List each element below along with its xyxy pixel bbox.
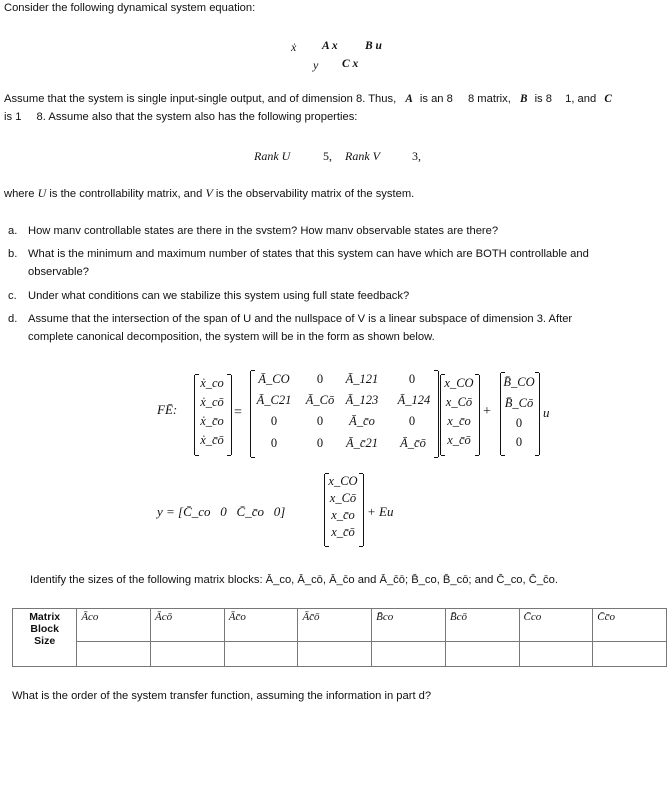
- a-cell-0-0: Ā_CO: [258, 372, 290, 386]
- plus-sign: +: [483, 404, 491, 419]
- size-cell[interactable]: [372, 642, 446, 667]
- question-a-text: How manv controllable states are there in the svstem? How manv observable states are there?: [28, 225, 499, 237]
- a-cell-1-3: Ā_124: [397, 393, 431, 407]
- question-a-label: a.: [8, 225, 18, 237]
- question-d-text-2: complete canonical decomposition, the system will be in the form as shown below.: [28, 331, 435, 343]
- rank-u-value: 5,: [323, 149, 332, 163]
- question-b-label: b.: [8, 248, 18, 260]
- block-size-table: [12, 608, 667, 667]
- a-cell-1-2: Ā_123: [345, 393, 379, 407]
- state-deriv-0: ẋ_co: [200, 376, 224, 390]
- size-cell[interactable]: [77, 642, 151, 667]
- out-state-2: x_c̄o: [331, 508, 355, 522]
- state-0: x_CO: [444, 376, 474, 390]
- a-cell-2-3: 0: [408, 414, 416, 428]
- b-2: 0: [515, 416, 523, 430]
- size-cell[interactable]: [298, 642, 372, 667]
- a-cell-3-2: Ā_c̄21: [346, 436, 378, 450]
- state-2: x_c̄o: [447, 414, 471, 428]
- question-b-text: What is the minimum and maximum number of states that this system can have which are BOTH controllable and: [28, 248, 589, 260]
- col-bco: B̄co: [372, 609, 446, 642]
- a-cell-0-2: Ā_121: [345, 372, 379, 386]
- col-acbar-o: Āc̄o: [224, 609, 298, 642]
- assume-line-1: Assume that the system is single input-single output, and of dimension 8. Thus, A is an 8 8 matrix, B is 8 1, and C: [4, 93, 612, 105]
- intro-text: Consider the following dynamical system equation:: [4, 2, 256, 14]
- state-deriv-2: ẋ_c̄o: [200, 414, 224, 428]
- identify-text: Identify the sizes of the following matrix blocks: Ā_co, Ā_cō, Ā_c̄o and Ā_c̄ō; B̄_co, B̄_cō; and C̄_co, C̄_c̄o.: [30, 574, 558, 586]
- out-state-0: x_CO: [328, 474, 358, 488]
- col-cco: C̄co: [519, 609, 593, 642]
- order-question: What is the order of the system transfer function, assuming the information in part d?: [12, 690, 432, 702]
- col-acbar-obar: Āc̄ō: [298, 609, 372, 642]
- output-equation: y = [C̄_co 0 C̄_c̄o 0]: [157, 504, 286, 519]
- b-1: B̄_Cō: [504, 396, 534, 410]
- question-c-label: c.: [8, 290, 17, 302]
- fe-label: FĒ:: [157, 402, 178, 417]
- a-cell-2-2: Ā_c̄o: [349, 414, 375, 428]
- eq-xdot: ẋ: [291, 40, 297, 54]
- size-cell[interactable]: [151, 642, 225, 667]
- eq-cx: C x: [342, 58, 359, 70]
- size-cell[interactable]: [224, 642, 298, 667]
- a-cell-0-1: 0: [316, 372, 324, 386]
- size-cell[interactable]: [593, 642, 667, 667]
- state-deriv-1: ẋ_cō: [200, 395, 224, 409]
- a-cell-3-1: 0: [316, 436, 324, 450]
- a-cell-1-1: Ā_Cō: [305, 393, 335, 407]
- a-cell-2-1: 0: [316, 414, 324, 428]
- eq-ax: A x: [322, 40, 338, 52]
- input-u: u: [543, 405, 550, 420]
- rank-v-value: 3,: [412, 149, 421, 163]
- assume-line-2: is 1 8. Assume also that the system also has the following properties:: [4, 111, 358, 123]
- col-aco-bar: Ācō: [151, 609, 225, 642]
- state-1: x_Cō: [445, 395, 473, 409]
- output-eq-tail: + Eu: [367, 504, 394, 519]
- col-ccbar-o: C̄c̄o: [593, 609, 667, 642]
- rank-v: Rank V: [345, 149, 380, 163]
- a-cell-0-3: 0: [408, 372, 416, 386]
- col-bco-bar: B̄cō: [445, 609, 519, 642]
- size-cell[interactable]: [519, 642, 593, 667]
- eq-y: y: [313, 58, 319, 72]
- state-3: x_c̄ō: [447, 433, 471, 447]
- question-b-text-2: observable?: [28, 266, 89, 278]
- b-0: B̄_CO: [503, 375, 535, 389]
- eq-bu: B u: [365, 40, 382, 52]
- out-state-3: x_c̄ō: [331, 525, 355, 539]
- out-state-1: x_Cō: [329, 491, 357, 505]
- state-deriv-3: ẋ_c̄ō: [200, 433, 224, 447]
- col-aco: Āco: [77, 609, 151, 642]
- a-cell-3-3: Ā_c̄ō: [400, 436, 426, 450]
- question-d-text: Assume that the intersection of the span of U and the nullspace of V is a linear subspace of dimension 3. After: [28, 313, 573, 325]
- a-cell-2-0: 0: [270, 414, 278, 428]
- question-c-text: Under what conditions can we stabilize this system using full state feedback?: [28, 290, 410, 302]
- size-cell[interactable]: [445, 642, 519, 667]
- question-d-label: d.: [8, 313, 18, 325]
- rank-u: Rank U: [254, 149, 291, 163]
- table-header: Matrix Block Size: [13, 609, 77, 667]
- where-line: where U is the controllability matrix, and V is the observability matrix of the system.: [4, 186, 415, 200]
- b-3: 0: [515, 435, 523, 449]
- a-cell-3-0: 0: [270, 436, 278, 450]
- equals-sign: =: [234, 405, 242, 420]
- a-cell-1-0: Ā_C21: [256, 393, 292, 407]
